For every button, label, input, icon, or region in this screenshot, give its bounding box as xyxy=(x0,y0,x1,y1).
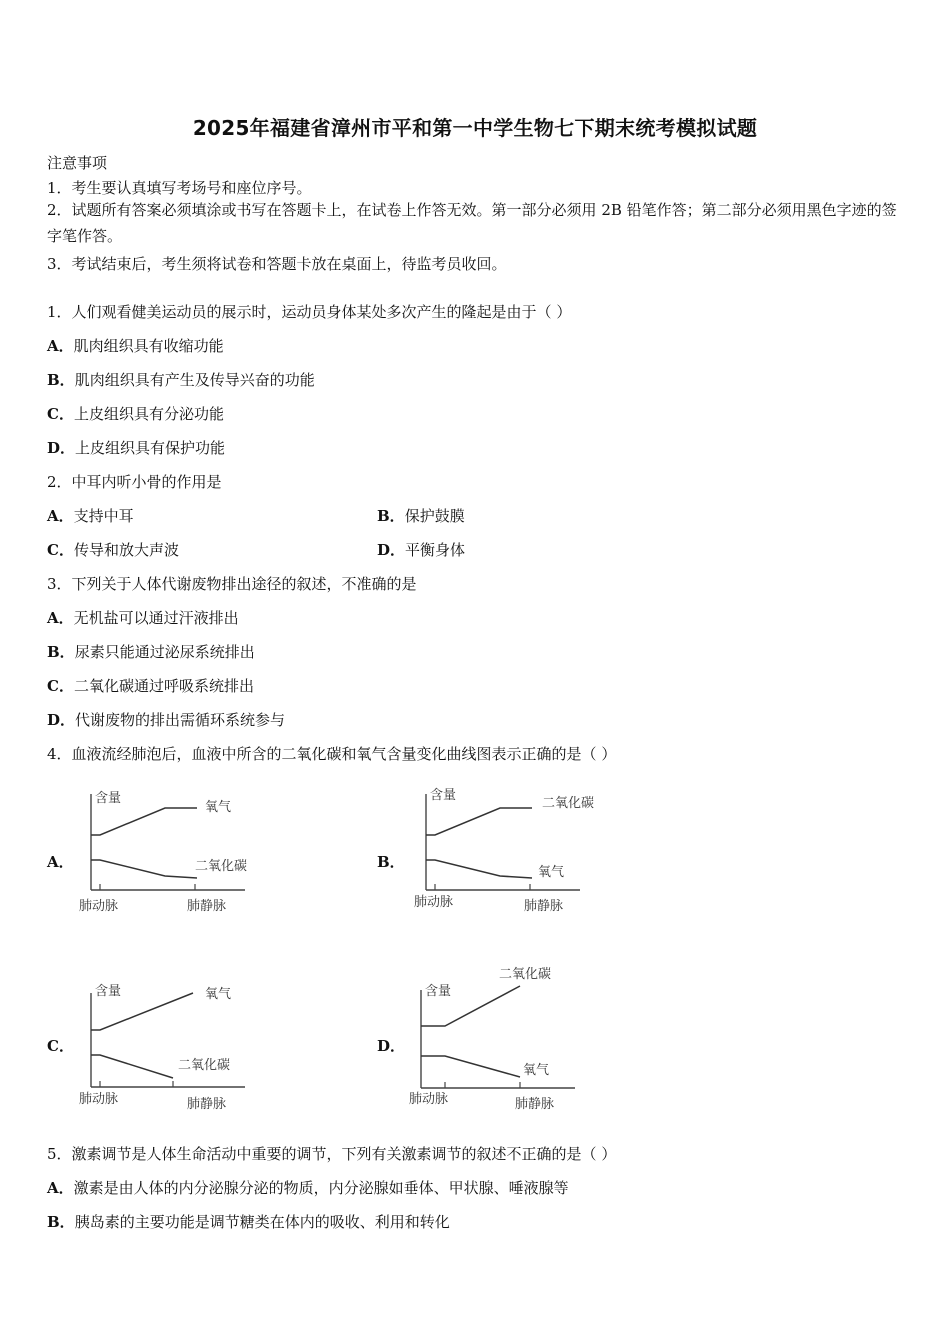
lower-curve xyxy=(426,860,532,878)
upper-curve-label: 二氧化碳 xyxy=(499,967,552,982)
upper-curve xyxy=(91,808,197,835)
graph-label-c: C． xyxy=(47,1037,74,1055)
question-stem: 4．血液流经肺泡后，血液中所含的二氧化碳和氧气含量变化曲线图表示正确的是（ ） xyxy=(47,745,617,763)
notice-item: 1．考生要认真填写考场号和座位序号。 xyxy=(47,179,312,197)
notice-item: 3．考试结束后，考生须将试卷和答题卡放在桌面上，待监考员收回。 xyxy=(47,255,507,273)
graph-label-a: A． xyxy=(47,853,74,871)
upper-curve-label: 氧气 xyxy=(205,800,232,815)
graph-d xyxy=(405,960,605,1115)
lower-curve xyxy=(421,1056,520,1077)
option: D．代谢废物的排出需循环系统参与 xyxy=(47,711,286,729)
graph-b xyxy=(410,782,620,917)
x-end-label: 肺静脉 xyxy=(515,1097,555,1112)
question-stem: 5．激素调节是人体生命活动中重要的调节，下列有关激素调节的叙述不正确的是（ ） xyxy=(47,1145,617,1163)
y-axis-label: 含量 xyxy=(95,791,122,806)
lower-curve xyxy=(91,1055,173,1078)
option: A．激素是由人体的内分泌腺分泌的物质，内分泌腺如垂体、甲状腺、唾液腺等 xyxy=(47,1179,569,1197)
option: B．尿素只能通过泌尿系统排出 xyxy=(47,643,255,661)
x-end-label: 肺静脉 xyxy=(187,899,227,914)
page-title: 2025年福建省漳州市平和第一中学生物七下期末统考模拟试题 xyxy=(192,116,758,140)
question-stem: 1．人们观看健美运动员的展示时，运动员身体某处多次产生的隆起是由于（ ） xyxy=(47,303,572,321)
x-start-label: 肺动脉 xyxy=(79,1092,119,1107)
option: B．胰岛素的主要功能是调节糖类在体内的吸收、利用和转化 xyxy=(47,1213,450,1231)
graph-a xyxy=(75,782,275,917)
y-axis-label: 含量 xyxy=(95,984,122,999)
x-start-label: 肺动脉 xyxy=(414,895,454,910)
x-end-label: 肺静脉 xyxy=(187,1097,227,1112)
option: D．平衡身体 xyxy=(377,541,466,559)
lower-curve xyxy=(91,860,197,878)
lower-curve-label: 二氧化碳 xyxy=(195,859,248,874)
option: A．无机盐可以通过汗液排出 xyxy=(47,609,239,627)
x-start-label: 肺动脉 xyxy=(79,899,119,914)
option: C．上皮组织具有分泌功能 xyxy=(47,405,224,423)
graph-label-d: D． xyxy=(377,1037,406,1055)
option: C．二氧化碳通过呼吸系统排出 xyxy=(47,677,254,695)
x-end-label: 肺静脉 xyxy=(524,899,564,914)
question-stem: 2．中耳内听小骨的作用是 xyxy=(47,473,222,491)
lower-curve-label: 二氧化碳 xyxy=(178,1058,231,1073)
option: D．上皮组织具有保护功能 xyxy=(47,439,226,457)
option: C．传导和放大声波 xyxy=(47,541,179,559)
question-stem: 3．下列关于人体代谢废物排出途径的叙述，不准确的是 xyxy=(47,575,417,593)
graph-label-b: B． xyxy=(377,853,405,871)
notice-heading: 注意事项 xyxy=(47,154,108,172)
option: A．肌肉组织具有收缩功能 xyxy=(47,337,224,355)
option: B．肌肉组织具有产生及传导兴奋的功能 xyxy=(47,371,315,389)
y-axis-label: 含量 xyxy=(430,788,457,803)
lower-curve-label: 氧气 xyxy=(538,865,565,880)
y-axis-label: 含量 xyxy=(425,984,452,999)
option: A．支持中耳 xyxy=(47,507,134,525)
lower-curve-label: 氧气 xyxy=(523,1063,550,1078)
x-start-label: 肺动脉 xyxy=(409,1092,449,1107)
upper-curve-label: 二氧化碳 xyxy=(542,796,595,811)
notice-item: 2．试题所有答案必须填涂或书写在答题卡上，在试卷上作答无效。第一部分必须用 2B 铅笔作答；第二部分必须用黑色字迹的签字笔作答。 xyxy=(47,201,897,245)
graph-c xyxy=(75,975,275,1115)
upper-curve-label: 氧气 xyxy=(205,987,232,1002)
option: B．保护鼓膜 xyxy=(377,507,465,525)
upper-curve xyxy=(426,808,532,835)
